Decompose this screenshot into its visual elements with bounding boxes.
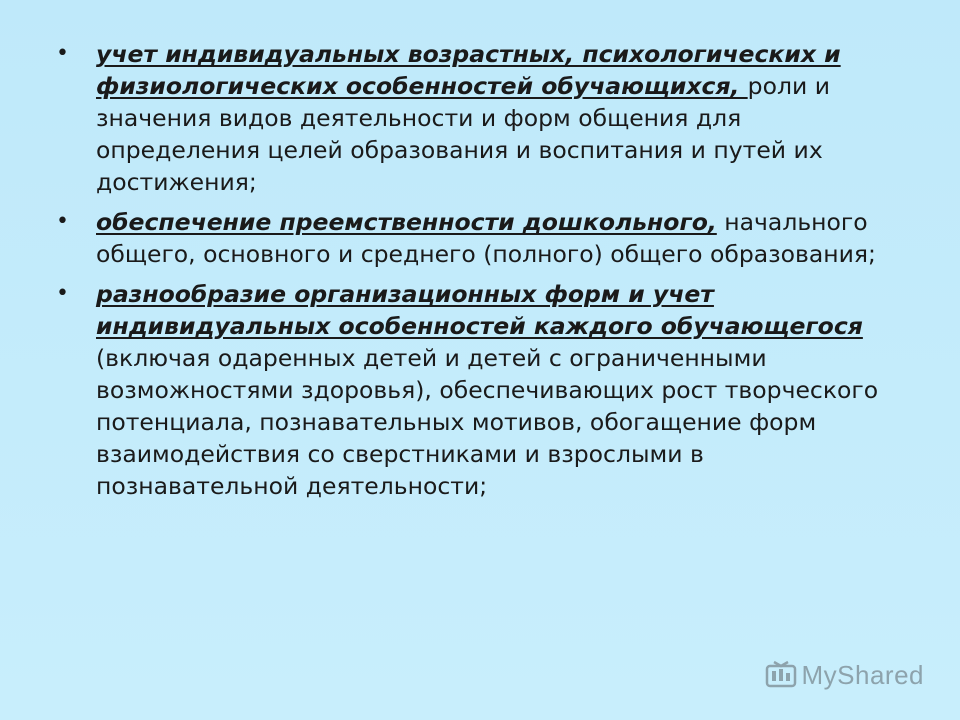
bullet-text: начального общего, основного и среднего (полного) общего образования;: [96, 208, 876, 268]
bullet-item: [56, 206, 906, 270]
watermark-label: MyShared: [801, 659, 924, 690]
bullet-emphasis: разнообразие организационных форм и учет индивидуальных особенностей каждого обучающегося: [96, 280, 863, 340]
bullet-emphasis: обеспечение преемственности дошкольного,: [96, 208, 717, 236]
bullet-item: [56, 38, 906, 198]
bullet-item: [56, 278, 906, 502]
watermark[interactable]: [764, 658, 925, 692]
bullet-marker: •: [56, 209, 69, 234]
bullet-list: [56, 38, 906, 510]
bullet-marker: •: [56, 41, 69, 66]
bullet-emphasis: учет индивидуальных возрастных, психологических и физиологических особенностей обучающихся,: [96, 40, 841, 100]
bullet-marker: •: [56, 281, 69, 306]
bullet-text: роли и значения видов деятельности и форм общения для определения целей образования и воспитания и путей их достижения;: [96, 72, 831, 196]
bullet-text: (включая одаренных детей и детей с ограниченными возможностями здоровья), обеспечивающих рост творческого потенциала, познавательных мотивов, обогащение форм взаимодействия со сверстниками и взрослыми в познавательной деятельности;: [96, 344, 879, 500]
myshared-logo-icon: [764, 658, 798, 692]
